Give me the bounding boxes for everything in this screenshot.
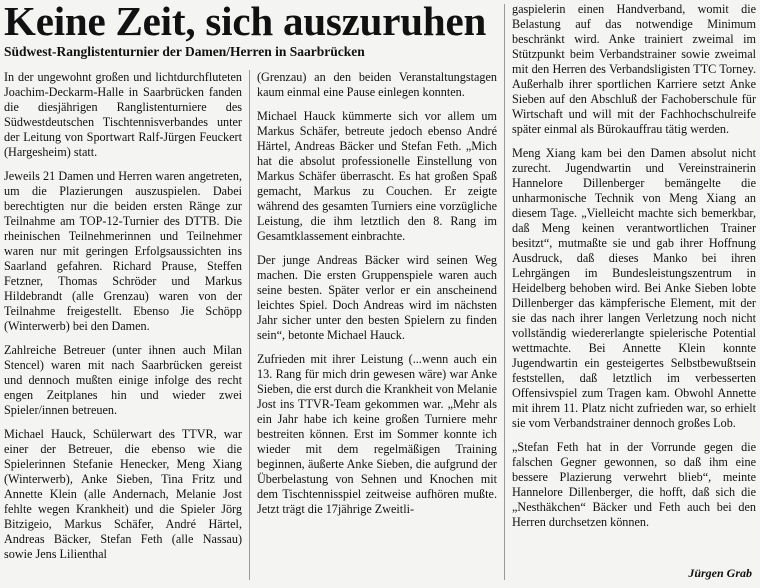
- paragraph: gaspielerin einen Handverband, womit die Belastung auf das notwendige Minimum beschränkt wird. Anke trainiert zweimal im Stützpunkt beim Verbandstrainer sowie zweimal mit den Herren des Verbandsligisten TTC Torney. Außerhalb ihrer sportlichen Karriere setzt Anke Sieben auf den Abschluß der Fachoberschule für Wirtschaft und will mit der Fachhochschulreife später einmal als Bürokauffrau tätig werden.: [512, 2, 756, 136]
- paragraph: Zahlreiche Betreuer (unter ihnen auch Milan Stencel) waren mit nach Saarbrücken gereist und dennoch mußten einige infolge des recht engen Zeitplanes hin und wieder zwei Spieler/innen betreuen.: [4, 343, 242, 417]
- subheadline: Südwest-Ranglistenturnier der Damen/Herren in Saarbrücken: [4, 44, 365, 59]
- article-column-3: [512, 2, 756, 539]
- paragraph: Zufrieden mit ihrer Leistung (...wenn auch ein 13. Rang für mich drin gewesen wäre) war Anke Sieben, die erst durch die Krankheit von Melanie Jost ins TTVR-Team gekommen war. „Mehr als ein Jahr habe ich keine großen Turniere mehr bestreiten können. Erst im Sommer konnte ich wieder mit dem regelmäßigen Training beginnen, äußerte Anke Sieben, die aufgrund der Überbelastung von Sehnen und Knochen mit dem Tischtennisspiel zeitweise aufhören mußte. Jetzt trägt die 17jährige Zweitli-: [257, 352, 497, 516]
- article-column-2: [257, 70, 497, 526]
- paragraph: (Grenzau) an den beiden Veranstaltungstagen kaum einmal eine Pause einlegen konnten.: [257, 70, 497, 99]
- article-column-1: [4, 70, 242, 571]
- author-byline: Jürgen Grab: [688, 566, 752, 580]
- paragraph: In der ungewohnt großen und lichtdurchfluteten Joachim-Deckarm-Halle in Saarbrücken fanden die diesjährigen Ranglistenturniere des Südwestdeutschen Tischtennisverbandes unter der Leitung von Sportwart Ralf-Jürgen Feuckert (Hargesheim) statt.: [4, 70, 242, 159]
- paragraph: Michael Hauck kümmerte sich vor allem um Markus Schäfer, betreute jedoch ebenso André Härtel, Andreas Bäcker und Stefan Feth. „Mich hat die absolut professionelle Einstellung von Markus Schäfer überrascht. Es hat großen Spaß gemacht, Markus zu Couchen. Er zeigte während des gesamten Turniers eine vorzügliche Leistung, die ihm letztlich den 8. Rang im Gesamtklassement einbrachte.: [257, 109, 497, 243]
- paragraph: Michael Hauck, Schülerwart des TTVR, war einer der Betreuer, die ebenso wie die Spielerinnen Stefanie Henecker, Meng Xiang (Winterwerb), Anke Sieben, Tina Fritz und Annette Klein (alle Andernach, Melanie Jost fehlte wegen Krankheit) und die Spieler Jörg Bitzigeio, Markus Schäfer, André Härtel, Andreas Bäcker, Stefan Feth (alle Nassau) sowie Jens Lilienthal: [4, 427, 242, 561]
- paragraph: „Stefan Feth hat in der Vorrunde gegen die falschen Gegner gewonnen, so daß ihm eine bessere Plazierung verwehrt blieb“, meinte Hannelore Dillenberger, die hofft, daß sich die „Nesthäkchen“ Bäcker und Feth auch bei den Herren durchsetzen können.: [512, 440, 756, 529]
- paragraph: Der junge Andreas Bäcker wird seinen Weg machen. Die ersten Gruppenspiele waren auch seine besten. Später verlor er ein anscheinend leichtes Spiel. Doch Andreas wird im nächsten Jahr sicher unter den besten Spielern zu finden sein“, betonte Michael Hauck.: [257, 253, 497, 342]
- headline: Keine Zeit, sich auszuruhen: [4, 0, 487, 44]
- column-divider: [249, 70, 250, 580]
- column-divider: [504, 4, 505, 580]
- paragraph: Jeweils 21 Damen und Herren waren angetreten, um die Plazierungen auszuspielen. Dabei berechtigten nur die beiden ersten Ränge zur Teilnahme am TOP-12-Turnier des DTTB. Die rheinischen Teilnehmerinnen und Teilnehmer waren nur mit geringen Erfolgsaussichten ins Saarland gefahren. Richard Prause, Steffen Fetzner, Thomas Schröder und Markus Hildebrandt (alle Grenzau) waren von der Teilnahme freigestellt. Ebenso Jie Schöpp (Winterwerb) bei den Damen.: [4, 169, 242, 333]
- paragraph: Meng Xiang kam bei den Damen absolut nicht zurecht. Jugendwartin und Vereinstrainerin Hannelore Dillenberger bemängelte die unharmonische Technik von Meng Xiang an diesem Tage. „Vielleicht machte sich bemerkbar, daß Meng keinen verantwortlichen Trainer besitzt“, mutmaßte sie und gab ihrer Hoffnung Ausdruck, daß dieses Manko bei ihren Lehrgängen im Bundesleistungszentrum in Heidelberg behoben wird. Bei Anke Sieben lobte Dillenberger das kämpferische Element, mit der sie das nach ihrer langen Verletzung noch nicht vollständig wiedererlangte spielerische Potential wettmachte. Bei Annette Klein konnte Jugendwartin ein gesteigertes Selbstbewußtsein feststellen, daß letztlich im verbesserten Offensivspiel zum Tragen kam. Obwohl Annette mit ihrem 11. Platz nicht zufrieden war, so erhielt sie vom Verbandstrainer dennoch großes Lob.: [512, 146, 756, 430]
